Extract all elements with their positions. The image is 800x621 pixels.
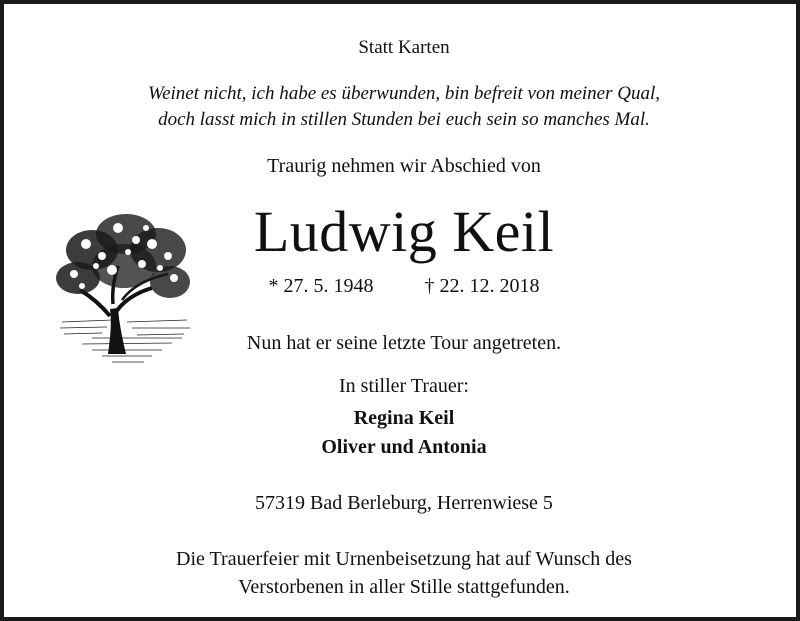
notice-header: Statt Karten [358, 37, 450, 58]
verse-line-1: Weinet nicht, ich habe es überwunden, bin befreit von meiner Qual, [147, 83, 661, 104]
funeral-note-line-1: Die Trauerfeier mit Urnenbeisetzung hat auf Wunsch des [176, 548, 632, 570]
death-date: † 22. 12. 2018 [424, 275, 540, 297]
birth-date: * 27. 5. 1948 [268, 275, 374, 297]
verse-line-2: doch lasst mich in stillen Stunden bei euch sein so manches Mal. [158, 109, 650, 130]
mourners-label: In stiller Trauer: [339, 375, 469, 397]
mourner-name: Oliver und Antonia [321, 436, 487, 458]
funeral-note-line-2: Verstorbenen in aller Stille stattgefunden. [238, 576, 570, 598]
tour-line: Nun hat er seine letzte Tour angetreten. [246, 332, 562, 354]
memorial-verse [4, 81, 800, 133]
address: 57319 Bad Berleburg, Herrenwiese 5 [255, 492, 553, 514]
intro-text: Traurig nehmen wir Abschied von [267, 155, 541, 177]
deceased-name: Ludwig Keil [253, 199, 555, 264]
mourner-name: Regina Keil [353, 407, 455, 429]
funeral-note [4, 545, 800, 601]
